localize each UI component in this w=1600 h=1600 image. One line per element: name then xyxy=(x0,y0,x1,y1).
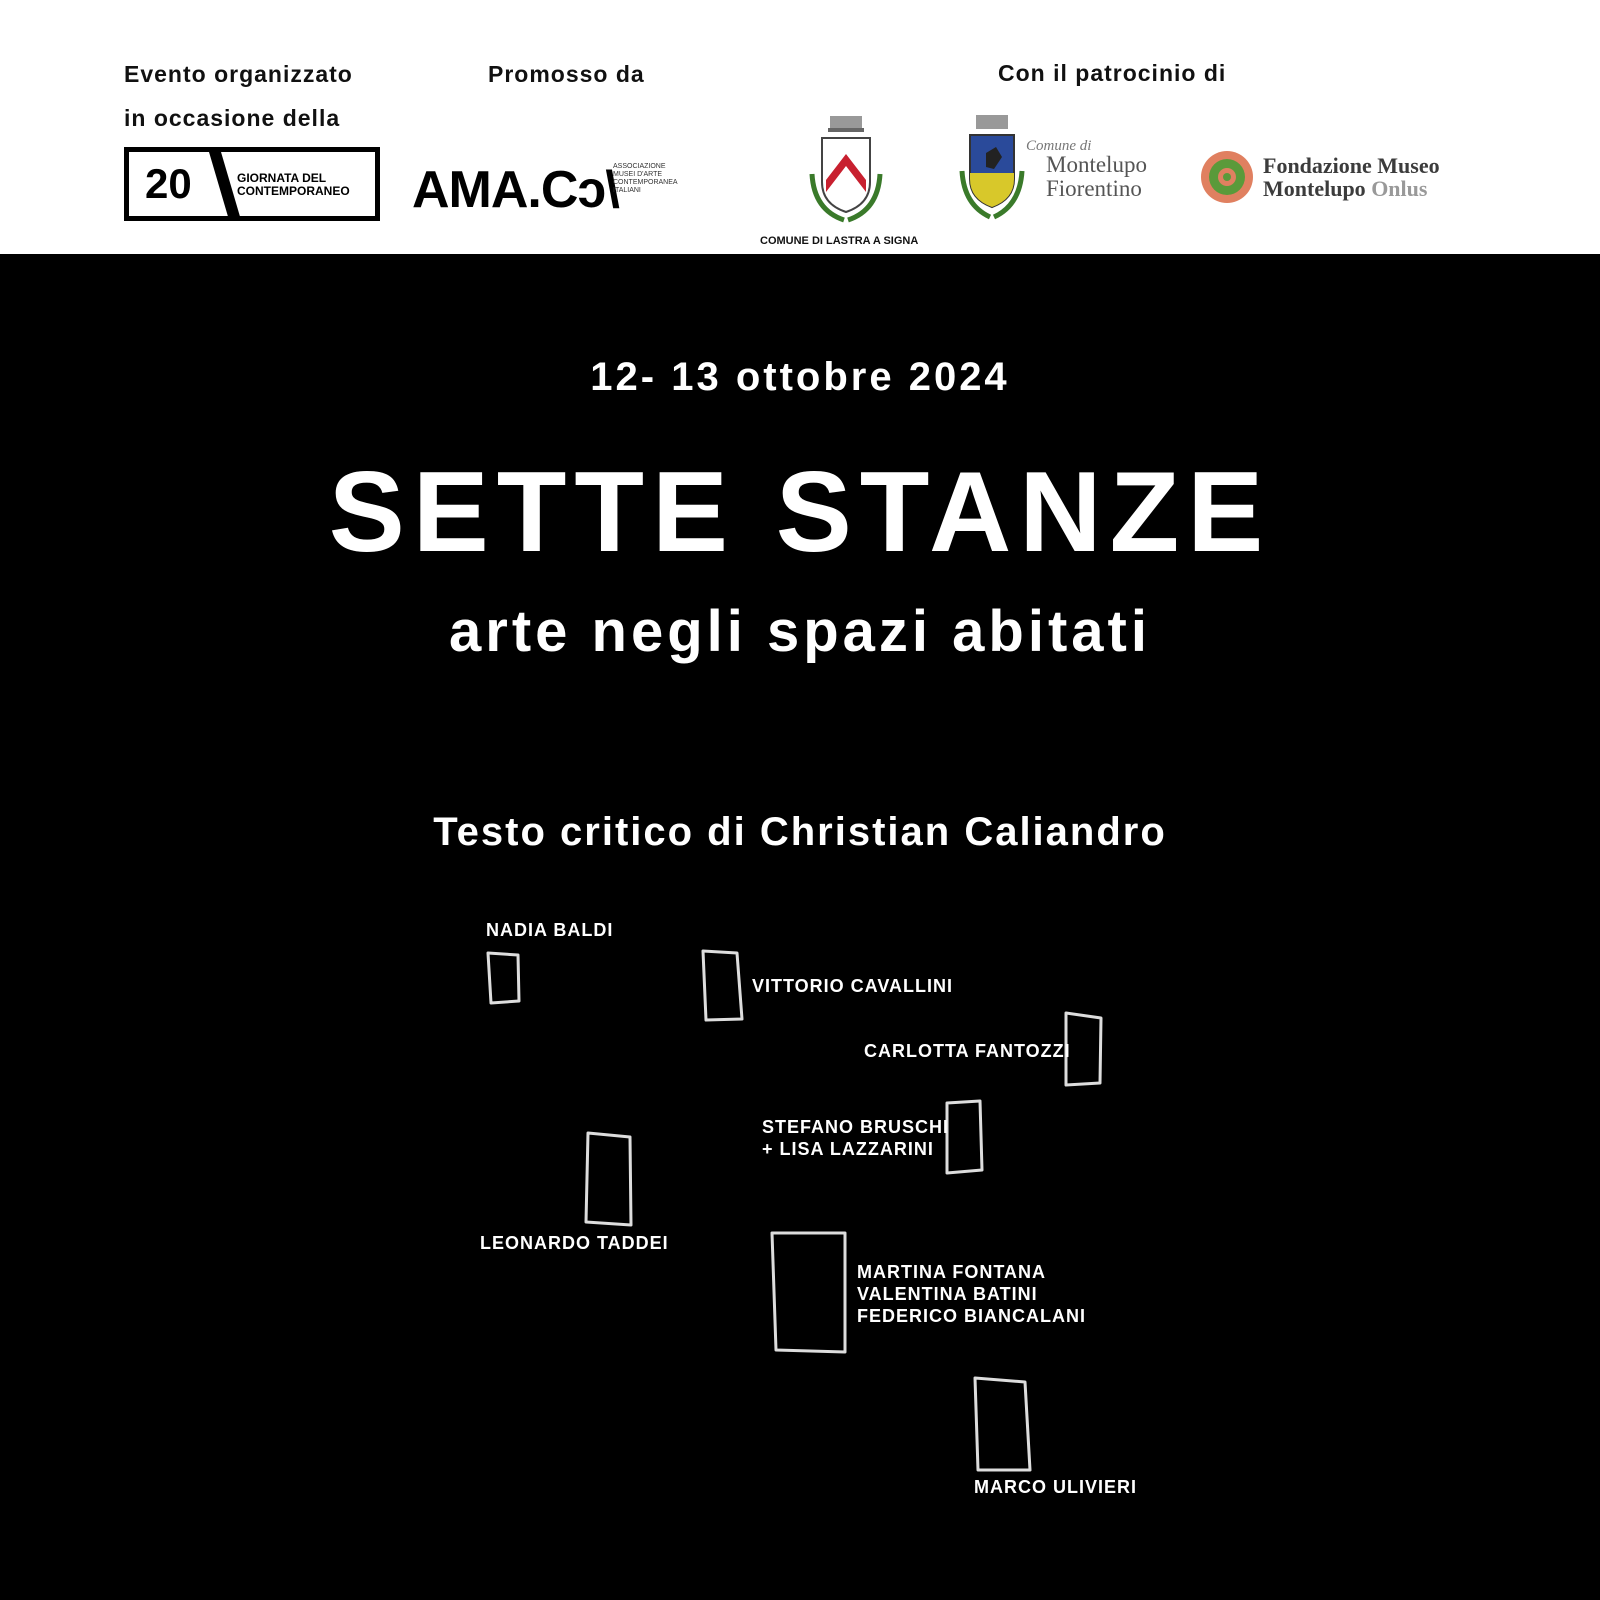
room-outline xyxy=(947,1101,982,1173)
artist-nadia-baldi: NADIA BALDI xyxy=(486,920,614,940)
room-outline xyxy=(488,953,519,1003)
artist-marco-ulivieri: MARCO ULIVIERI xyxy=(974,1477,1138,1497)
occasion-label: in occasione della xyxy=(124,105,341,131)
montelupo-comune-di: Comune di xyxy=(1026,138,1092,154)
patronage-label: Con il patrocinio di xyxy=(998,60,1227,86)
artist-fontana-batini-biancalani: MARTINA FONTANA VALENTINA BATINI FEDERICO BIANCALANI xyxy=(857,1262,1086,1326)
amaci-logo: AMA.Cɔ\ xyxy=(412,161,619,219)
montelupo-name: Montelupo Fiorentino xyxy=(1046,152,1147,201)
lastra-caption: COMUNE DI LASTRA A SIGNA xyxy=(760,235,919,247)
promoted-label: Promosso da xyxy=(488,61,645,87)
room-outline xyxy=(586,1133,631,1225)
organized-label: Evento organizzato xyxy=(124,61,353,87)
giornata-number: 20 xyxy=(145,160,192,207)
artist-leonardo-taddei: LEONARDO TADDEI xyxy=(480,1233,669,1253)
room-outline xyxy=(703,951,742,1020)
giornata-text: GIORNATA DEL CONTEMPORANEO xyxy=(237,171,350,198)
artist-vittorio-cavallini: VITTORIO CAVALLINI xyxy=(752,976,953,996)
amaci-subtitle: ASSOCIAZIONE MUSEI D'ARTE CONTEMPORANEA ITALIANI xyxy=(613,163,678,194)
fondazione-museo-name: Fondazione Museo Montelupo Onlus xyxy=(1263,153,1440,201)
artist-carlotta-fantozzi: CARLOTTA FANTOZZI xyxy=(864,1041,1071,1061)
event-title: SETTE STANZE xyxy=(328,449,1272,576)
room-outline xyxy=(1066,1013,1101,1085)
room-outline xyxy=(772,1233,845,1352)
artist-stefano-bruschi-lisa-lazzarini: STEFANO BRUSCHI + LISA LAZZARINI xyxy=(762,1117,950,1159)
event-date: 12- 13 ottobre 2024 xyxy=(590,355,1010,399)
event-subtitle: arte negli spazi abitati xyxy=(449,599,1151,664)
room-outline xyxy=(975,1378,1030,1470)
critic-credit: Testo critico di Christian Caliandro xyxy=(433,810,1167,854)
